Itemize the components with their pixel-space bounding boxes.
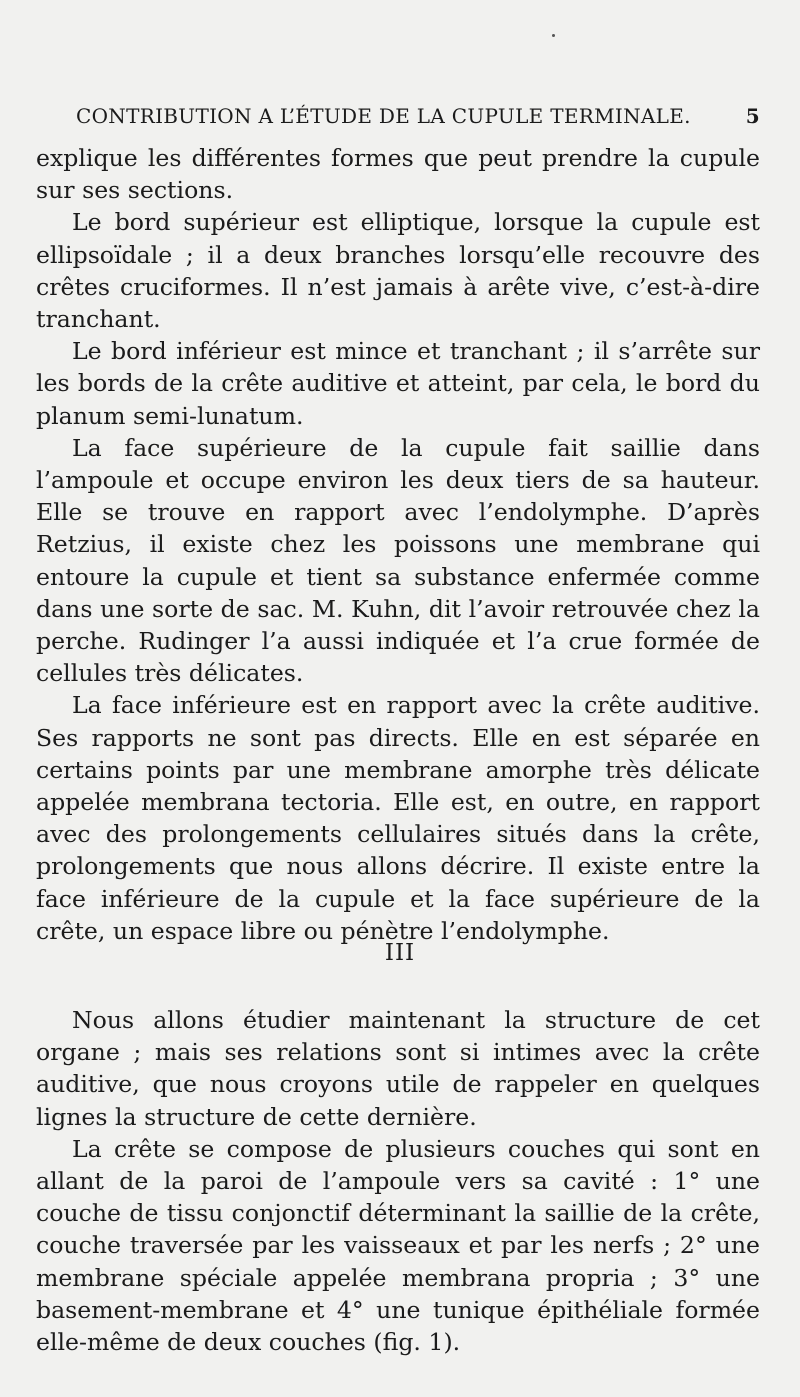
paragraph: La face supérieure de la cupule fait saillie dans l’ampoule et occupe environ les deux tiers de sa hauteur. Elle se trouve en rapport avec l’endolymphe. D’après Retzius, il existe chez les poissons une membrane qui entoure la cupule et tient sa substance enfermée comme dans une sorte de sac. M. Kuhn, dit l’avoir retrouvée chez la perche. Rudinger l’a aussi indiquée et l’a crue formée de cellules très délicates. xyxy=(36,433,760,688)
running-title: CONTRIBUTION A L’ÉTUDE DE LA CUPULE TERMINALE. xyxy=(76,104,691,128)
page-number: 5 xyxy=(745,104,760,128)
running-header xyxy=(76,104,766,134)
print-speck xyxy=(552,34,555,37)
paragraph: Le bord inférieur est mince et tranchant ; il s’arrête sur les bords de la crête auditive et atteint, par cela, le bord du planum semi-lunatum. xyxy=(36,337,760,430)
paragraph: Le bord supérieur est elliptique, lorsque la cupule est ellipsoïdale ; il a deux branches lorsqu’elle recouvre des crêtes cruciformes. Il n’est jamais à arête vive, c’est-à-dire tranchant. xyxy=(36,208,760,334)
paragraph: La face inférieure est en rapport avec la crête auditive. Ses rapports ne sont pas directs. Elle en est séparée en certains points par une membrane amorphe très délicate appelée membrana tectoria. Elle est, en outre, en rapport avec des prolongements cellulaires situés dans la crête, prolongements que nous allons décrire. Il existe entre la face inférieure de la cupule et la face supérieure de la crête, un espace libre ou pénètre l’endolymphe. xyxy=(36,691,760,945)
paragraph: explique les différentes formes que peut prendre la cupule sur ses sections. xyxy=(36,144,760,205)
text-body xyxy=(36,142,760,947)
section-heading: III xyxy=(384,940,416,966)
paragraph: La crête se compose de plusieurs couches qui sont en allant de la paroi de l’ampoule vers sa cavité : 1° une couche de tissu conjonctif déterminant la saillie de la crête, couche traversée par les vaisseaux et par les nerfs ; 2° une membrane spéciale appelée membrana propria ; 3° une basement-membrane et 4° une tunique épithéliale formée elle-même de deux couches (fig. 1). xyxy=(36,1134,760,1357)
paragraph: Nous allons étudier maintenant la structure de cet organe ; mais ses relations sont si intimes avec la crête auditive, que nous croyons utile de rappeler en quelques lignes la structure de cette dernière. xyxy=(36,1006,760,1131)
section-text-body xyxy=(36,1004,760,1358)
